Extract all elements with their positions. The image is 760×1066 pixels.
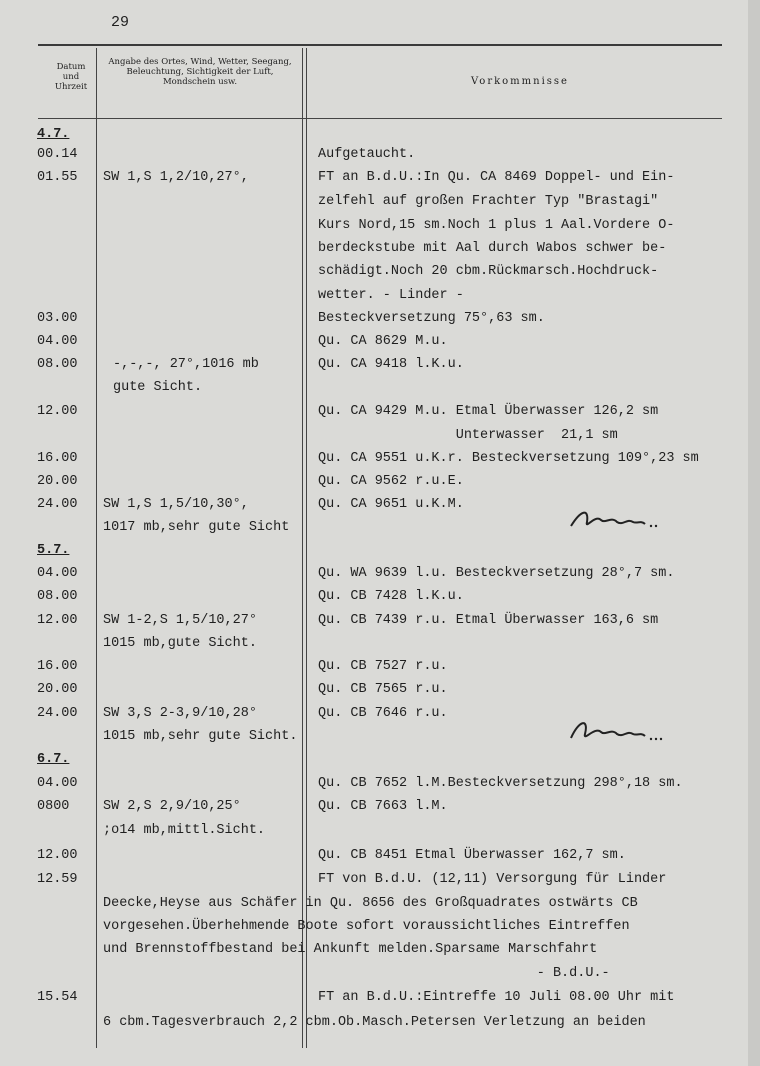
- day-heading: 4.7.: [37, 127, 70, 142]
- entry-weather: SW 1,S 1,5/10,30°,: [103, 497, 249, 512]
- entry-weather: gute Sicht.: [113, 380, 203, 395]
- entry-time: 08.00: [37, 357, 78, 372]
- header-place-column: Angabe des Ortes, Wind, Wetter, Seegang, Beleuchtung, Sichtigkeit der Luft, Mondschein usw.: [108, 57, 292, 87]
- entry-event: Qu. CB 7652 l.M.Besteckversetzung 298°,18 sm.: [318, 776, 683, 791]
- entry-event: wetter. - Linder -: [318, 288, 464, 303]
- entry-event-full: und Brennstoffbestand bei Ankunft melden.Sparsame Marschfahrt: [103, 942, 598, 957]
- entry-event: Qu. CB 7663 l.M.: [318, 799, 448, 814]
- entry-event: schädigt.Noch 20 cbm.Rückmarsch.Hochdruck-: [318, 264, 659, 279]
- entry-event: Qu. CA 8629 M.u.: [318, 334, 448, 349]
- entry-time: 12.00: [37, 848, 78, 863]
- entry-time: 16.00: [37, 659, 78, 674]
- entry-event: - B.d.U.-: [318, 966, 610, 981]
- entry-event: Qu. CB 7439 r.u. Etmal Überwasser 163,6 sm: [318, 613, 659, 628]
- entry-time: 04.00: [37, 334, 78, 349]
- entry-event: Qu. CA 9418 l.K.u.: [318, 357, 464, 372]
- entry-event: Qu. CB 7565 r.u.: [318, 682, 448, 697]
- entry-event-full: 6 cbm.Tagesverbrauch 2,2 cbm.Ob.Masch.Petersen Verletzung an beiden: [103, 1015, 646, 1030]
- entry-event: Qu. CA 9651 u.K.M.: [318, 497, 464, 512]
- header-events-column: Vorkommnisse: [471, 76, 569, 87]
- entry-time: 20.00: [37, 474, 78, 489]
- entry-time: 20.00: [37, 682, 78, 697]
- entry-event: Qu. CA 9562 r.u.E.: [318, 474, 464, 489]
- header-date-column: Datum und Uhrzeit: [54, 62, 88, 92]
- entry-weather: -,-,-, 27°,1016 mb: [113, 357, 259, 372]
- entry-time: 16.00: [37, 451, 78, 466]
- entry-weather: 1015 mb,gute Sicht.: [103, 636, 257, 651]
- entry-weather: SW 1-2,S 1,5/10,27°: [103, 613, 257, 628]
- entry-event: FT an B.d.U.:Eintreffe 10 Juli 08.00 Uhr mit: [318, 990, 675, 1005]
- entry-weather: SW 3,S 2-3,9/10,28°: [103, 706, 257, 721]
- day-heading: 5.7.: [37, 543, 70, 558]
- entry-weather: 1017 mb,sehr gute Sicht: [103, 520, 290, 535]
- entry-time: 03.00: [37, 311, 78, 326]
- top-rule: [38, 44, 722, 46]
- entry-event: zelfehl auf großen Frachter Typ "Brastagi": [318, 194, 659, 209]
- entry-time: 04.00: [37, 566, 78, 581]
- entry-event: Besteckversetzung 75°,63 sm.: [318, 311, 545, 326]
- entry-time: 24.00: [37, 497, 78, 512]
- entry-time: 04.00: [37, 776, 78, 791]
- entry-event: Qu. CA 9429 M.u. Etmal Überwasser 126,2 sm: [318, 404, 659, 419]
- entry-weather: SW 1,S 1,2/10,27°,: [103, 170, 249, 185]
- column-divider-date: [96, 48, 97, 1048]
- signature: [565, 712, 669, 750]
- entry-event-full: vorgesehen.Überhehmende Boote sofort voraussichtliches Eintreffen: [103, 919, 630, 934]
- entry-event: Unterwasser 21,1 sm: [318, 428, 618, 443]
- entry-event: berdeckstube mit Aal durch Wabos schwer be-: [318, 241, 667, 256]
- entry-time: 00.14: [37, 147, 78, 162]
- entry-event: Qu. CB 8451 Etmal Überwasser 162,7 sm.: [318, 848, 626, 863]
- entry-time: 01.55: [37, 170, 78, 185]
- entry-event: Qu. WA 9639 l.u. Besteckversetzung 28°,7 sm.: [318, 566, 675, 581]
- entry-time: 12.00: [37, 613, 78, 628]
- signature: [565, 500, 665, 538]
- entry-time: 12.59: [37, 872, 78, 887]
- header-rule: [38, 118, 722, 119]
- entry-time: 08.00: [37, 589, 78, 604]
- entry-time: 0800: [37, 799, 70, 814]
- entry-event: Qu. CB 7527 r.u.: [318, 659, 448, 674]
- entry-time: 24.00: [37, 706, 78, 721]
- day-heading: 6.7.: [37, 752, 70, 767]
- entry-event: FT von B.d.U. (12,11) Versorgung für Linder: [318, 872, 667, 887]
- entry-weather: SW 2,S 2,9/10,25°: [103, 799, 241, 814]
- entry-event: Qu. CB 7646 r.u.: [318, 706, 448, 721]
- entry-weather: 1015 mb,sehr gute Sicht.: [103, 729, 298, 744]
- entry-weather: ;o14 mb,mittl.Sicht.: [103, 823, 266, 838]
- page-number: 29: [111, 14, 130, 31]
- entry-event: Kurs Nord,15 sm.Noch 1 plus 1 Aal.Vordere O-: [318, 218, 675, 233]
- entry-event-full: Deecke,Heyse aus Schäfer in Qu. 8656 des Großquadrates ostwärts CB: [103, 896, 638, 911]
- page-edge: [748, 0, 760, 1066]
- entry-event: Aufgetaucht.: [318, 147, 416, 162]
- entry-time: 12.00: [37, 404, 78, 419]
- entry-event: FT an B.d.U.:In Qu. CA 8469 Doppel- und Ein-: [318, 170, 675, 185]
- entry-event: Qu. CB 7428 l.K.u.: [318, 589, 464, 604]
- entry-time: 15.54: [37, 990, 78, 1005]
- entry-event: Qu. CA 9551 u.K.r. Besteckversetzung 109°,23 sm: [318, 451, 699, 466]
